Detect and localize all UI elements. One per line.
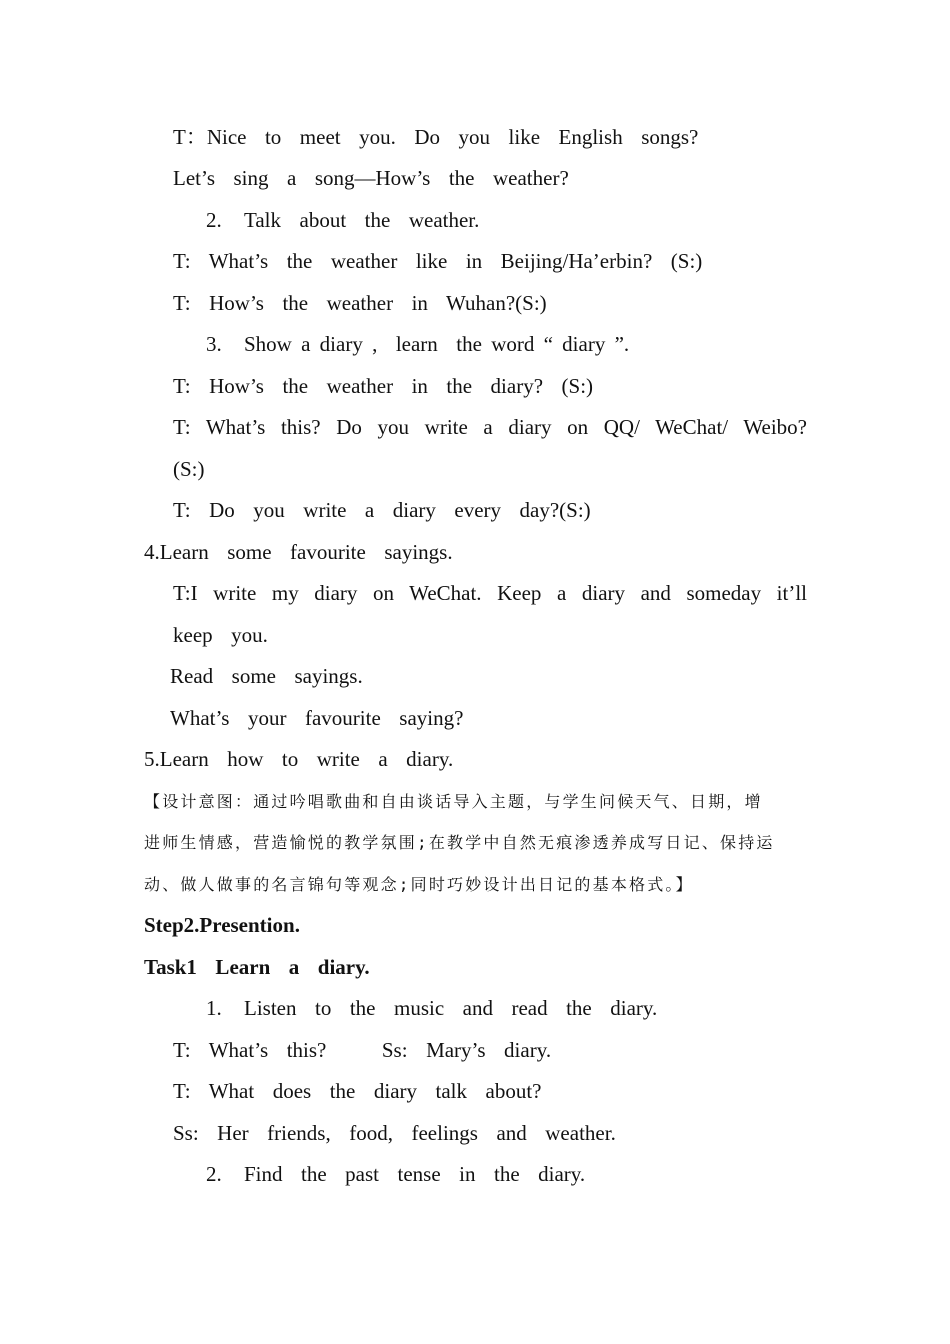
text-line: T: What’s the weather like in Beijing/Ha’erbin? (S:) <box>173 249 703 273</box>
design-intent-note: 进师生情感，营造愉悦的教学氛围;在教学中自然无痕渗透养成写日记、保持运 <box>144 833 775 852</box>
text-line: Let’s sing a song—How’s the weather? <box>173 166 569 190</box>
item-number: 1. <box>206 996 222 1020</box>
item-text: Listen to the music and read the diary. <box>244 996 658 1020</box>
numbered-item <box>206 207 479 233</box>
text-line: T: What’s this? Ss: Mary’s diary. <box>173 1038 552 1062</box>
item-number: 2. <box>206 1162 222 1186</box>
text-line: keep you. <box>173 623 268 647</box>
text-line: Read some sayings. <box>170 664 363 688</box>
design-intent-note: 动、做人做事的名言锦句等观念;同时巧妙设计出日记的基本格式。】 <box>144 875 694 894</box>
text-line: T: How’s the weather in Wuhan?(S:) <box>173 291 547 315</box>
text-line: T:I write my diary on WeChat. Keep a diary and someday it’ll <box>173 581 807 605</box>
text-line: What’s your favourite saying? <box>170 706 464 730</box>
item-text: Find the past tense in the diary. <box>244 1162 586 1186</box>
numbered-item <box>206 1161 585 1187</box>
text-line: T: What does the diary talk about? <box>173 1079 542 1103</box>
item-text: Show a diary , learn the word “ diary ”. <box>244 332 630 356</box>
numbered-item <box>206 331 629 357</box>
section-item: 4.Learn some favourite sayings. <box>144 540 453 564</box>
text-line: T: How’s the weather in the diary? (S:) <box>173 374 594 398</box>
text-line: T: Do you write a diary every day?(S:) <box>173 498 591 522</box>
text-line: T: What’s this? Do you write a diary on QQ/ WeChat/ Weibo? <box>173 415 807 439</box>
item-number: 3. <box>206 332 222 356</box>
item-text: Talk about the weather. <box>244 208 480 232</box>
numbered-item <box>206 995 657 1021</box>
text-line: (S:) <box>173 457 205 481</box>
task-heading: Task1 Learn a diary. <box>144 955 370 979</box>
item-number: 2. <box>206 208 222 232</box>
step-heading: Step2.Presention. <box>144 913 300 937</box>
design-intent-note: 【设计意图：通过吟唱歌曲和自由谈话导入主题，与学生问候天气、日期，增 <box>144 792 763 811</box>
text-line: Ss: Her friends, food, feelings and weather. <box>173 1121 616 1145</box>
section-item: 5.Learn how to write a diary. <box>144 747 454 771</box>
text-line: T：Nice to meet you. Do you like English songs? <box>173 125 699 149</box>
